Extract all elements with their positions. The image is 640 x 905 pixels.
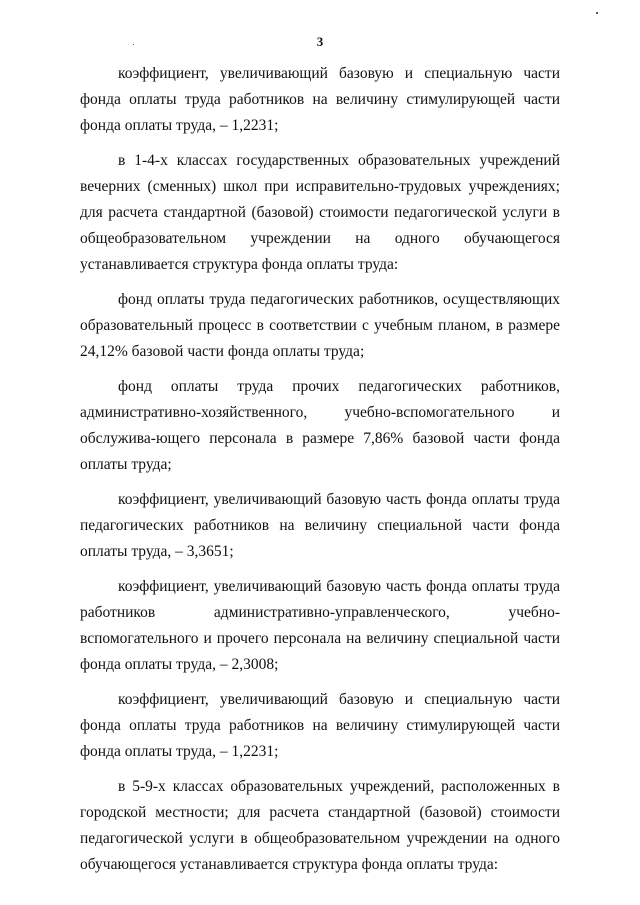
paragraph: фонд оплаты труда педагогических работников, осуществляющих образовательный процесс в соответствии с учебным планом, в размере 24,12% базовой части фонда оплаты труда;	[80, 291, 560, 360]
document-body	[80, 61, 560, 887]
scan-speck	[133, 44, 134, 45]
paragraph: коэффициент, увеличивающий базовую и специальную части фонда оплаты труда работников на величину стимулирующей части фонда оплаты труда, – 1,2231;	[80, 65, 560, 134]
scan-speck	[596, 12, 598, 14]
paragraph: фонд оплаты труда прочих педагогических работников, административно-хозяйственного, учебно-вспомогательного и обслужива-ющего персонала в размере 7,86% базовой части фонда оплаты труда;	[80, 378, 560, 473]
paragraph: коэффициент, увеличивающий базовую часть фонда оплаты труда педагогических работников на величину специальной части фонда оплаты труда, – 3,3651;	[80, 491, 560, 560]
paragraph: в 5-9-х классах образовательных учреждений, расположенных в городской местности; для расчета стандартной (базовой) стоимости педагогической услуги в общеобразовательном учреждении на одного обучающегося устанавливается структура фонда оплаты труда:	[80, 778, 560, 873]
paragraph: в 1-4-х классах государственных образовательных учреждений вечерних (сменных) школ при исправительно-трудовых учреждениях; для расчета стандартной (базовой) стоимости педагогической услуги в общеобразовательном учреждении на одного обучающегося устанавливается структура фонда оплаты труда:	[80, 152, 560, 273]
paragraph: коэффициент, увеличивающий базовую и специальную части фонда оплаты труда работников на величину стимулирующей части фонда оплаты труда, – 1,2231;	[80, 691, 560, 760]
paragraph: коэффициент, увеличивающий базовую часть фонда оплаты труда работников административно-управленческого, учебно-вспомогательного и прочего персонала на величину специальной части фонда оплаты труда, – 2,3008;	[80, 578, 560, 673]
page-number: 3	[316, 34, 324, 49]
